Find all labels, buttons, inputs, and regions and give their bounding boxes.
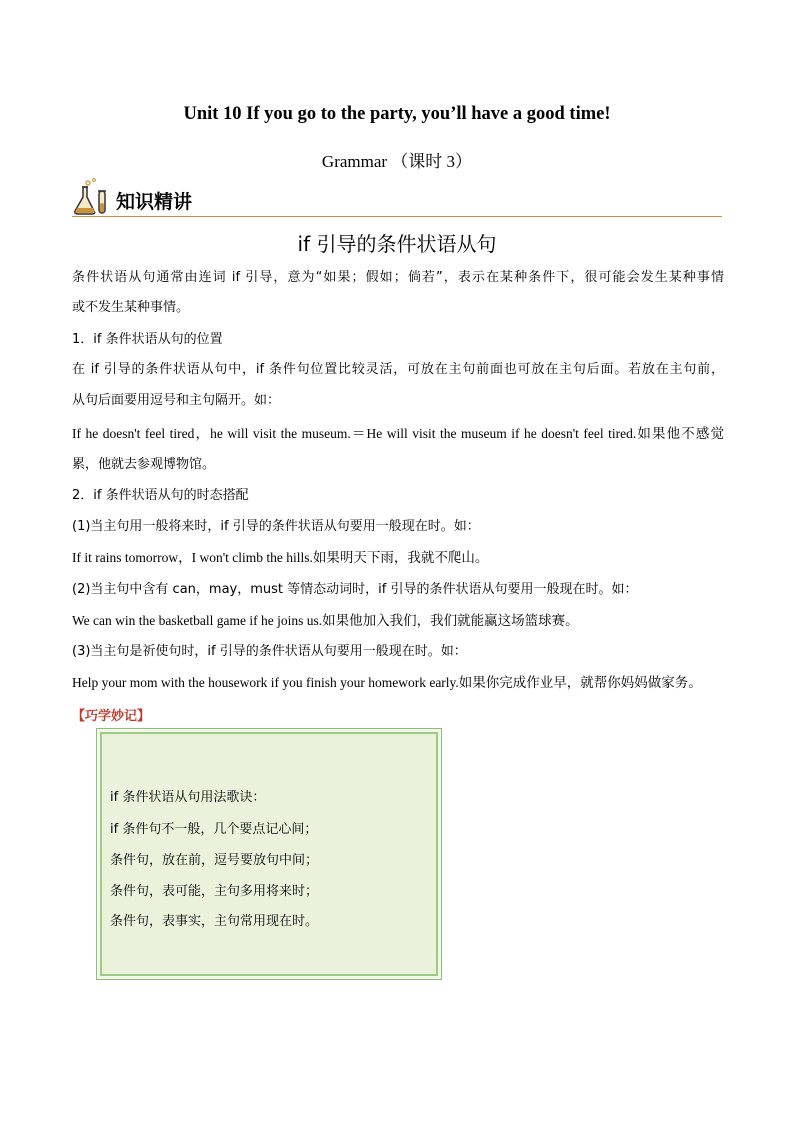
point1-text-line-2: 从句后面要用逗号和主句隔开。如： bbox=[72, 393, 281, 408]
document-title: Unit 10 If you go to the party, you’ll have a good time! bbox=[183, 104, 611, 124]
intro-line-1: 条件状语从句通常由连词 if 引导，意为“如果；假如；倘若”，表示在某种条件下，很可能会发生某种事情 bbox=[72, 270, 724, 285]
point1-text-line-1: 在 if 引导的条件状语从句中，if 条件句位置比较灵活，可放在主句前面也可放在主句后面。若放在主句前， bbox=[72, 362, 724, 377]
tip-label: 【巧学妙记】 bbox=[72, 709, 151, 724]
rule1-text: (1)当主句用一般将来时，if 引导的条件状语从句要用一般现在时。如： bbox=[72, 519, 480, 534]
section-label: 知识精讲 bbox=[116, 191, 193, 213]
point1-example-line-1: If he doesn't feel tired，he will visit the museum.＝He will visit the museum if he doesn't feel tired.如果他不感觉 bbox=[72, 426, 724, 441]
document-subtitle: Grammar （课时 3） bbox=[321, 152, 473, 171]
main-heading: if 引导的条件状语从句 bbox=[297, 232, 497, 256]
mnemonic-box-inner bbox=[100, 732, 438, 976]
mnemonic-line: 条件句，表事实，主句常用现在时。 bbox=[110, 914, 319, 929]
chemistry-flask-icon bbox=[72, 177, 112, 217]
mnemonic-line: 条件句，放在前，逗号要放句中间； bbox=[110, 853, 319, 868]
rule3-text: (3)当主句是祈使句时，if 引导的条件状语从句要用一般现在时。如： bbox=[72, 644, 467, 659]
section-header bbox=[72, 177, 722, 219]
point1-title: 1．if 条件状语从句的位置 bbox=[72, 332, 223, 347]
point2-title: 2．if 条件状语从句的时态搭配 bbox=[72, 488, 249, 503]
point1-example-line-2: 累，他就去参观博物馆。 bbox=[72, 457, 216, 472]
rule1-example: If it rains tomorrow，I won't climb the hills.如果明天下雨，我就不爬山。 bbox=[72, 550, 489, 565]
mnemonic-line: if 条件句不一般，几个要点记心间； bbox=[110, 822, 318, 837]
intro-line-2: 或不发生某种事情。 bbox=[72, 300, 190, 315]
section-divider bbox=[72, 216, 722, 217]
rule3-example: Help your mom with the housework if you finish your homework early.如果你完成作业早，就帮你妈妈做家务。 bbox=[72, 675, 702, 690]
rule2-example: We can win the basketball game if he joins us.如果他加入我们，我们就能赢这场篮球赛。 bbox=[72, 613, 579, 628]
mnemonic-line: 条件句，表可能，主句多用将来时； bbox=[110, 884, 319, 899]
mnemonic-line: if 条件状语从句用法歌诀： bbox=[110, 790, 266, 805]
rule2-text: (2)当主句中含有 can，may，must 等情态动词时，if 引导的条件状语从句要用一般现在时。如： bbox=[72, 582, 638, 597]
mnemonic-box bbox=[96, 728, 442, 980]
